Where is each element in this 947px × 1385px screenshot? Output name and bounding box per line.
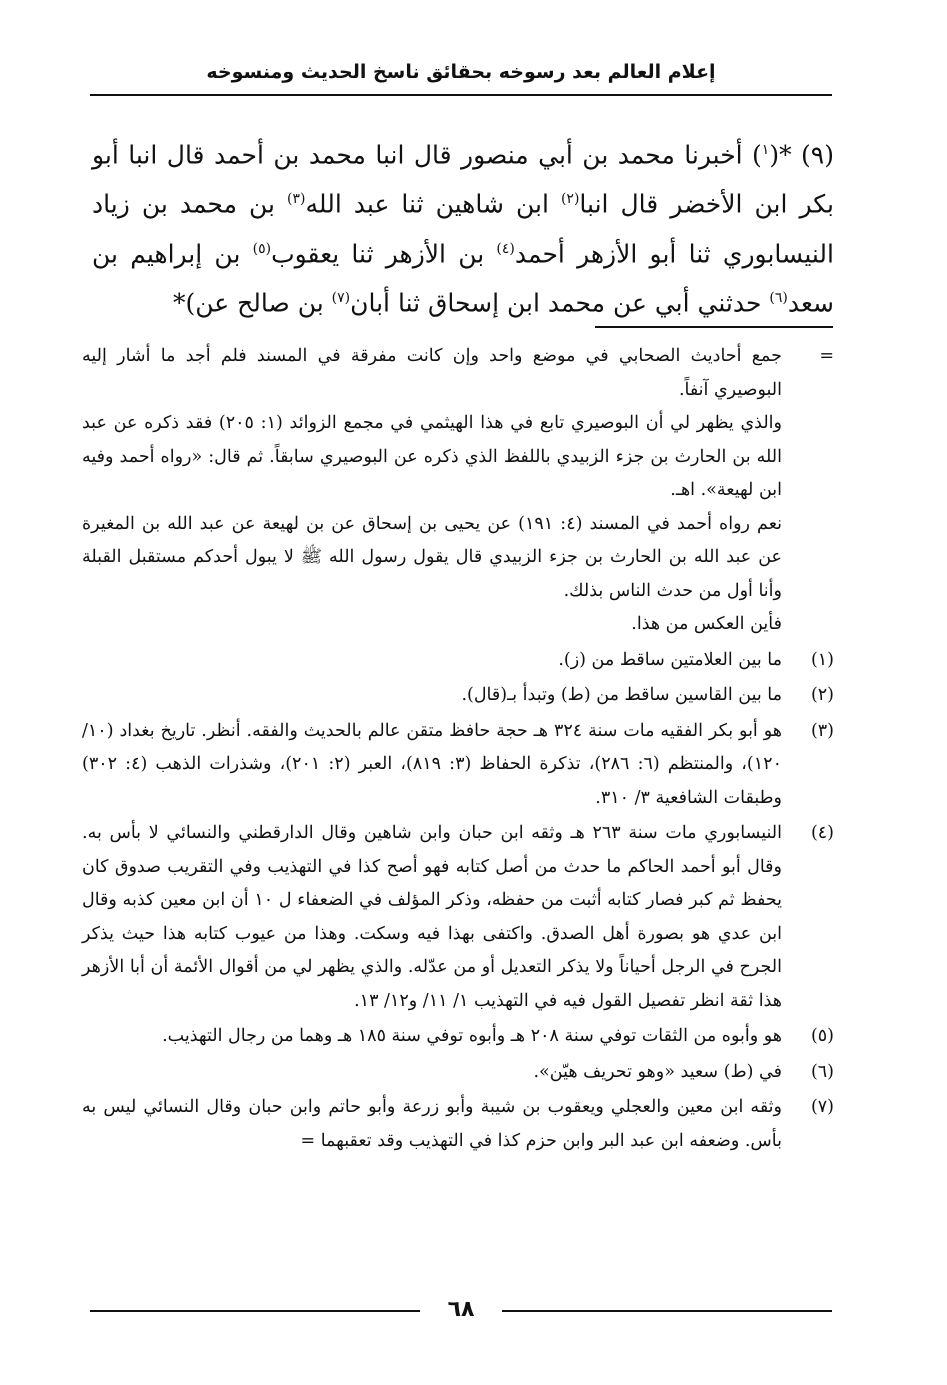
footnote-3 xyxy=(82,715,834,816)
footnote-number: (١) xyxy=(810,649,834,670)
footnote-number: (٢) xyxy=(810,685,834,705)
footnote-text: ما بين القاسين ساقط من (ط) وتبدأ بـ(قال). xyxy=(461,685,782,705)
footnote-number: (٧) xyxy=(810,1097,834,1117)
main-text-segment: بن الأزهر ثنا يعقوب xyxy=(271,238,497,268)
footnotes-section xyxy=(82,340,834,1160)
footnote-ref-3: (٣) xyxy=(287,191,306,208)
footnote-paragraph: نعم رواه أحمد في المسند (٤: ١٩١) عن يحيى بن إسحاق عن بن لهيعة عن عبد الله بن المغيرة عن عبد الله بن الحارث بن جزء الزبيدي قال يقول رسول الله ﷺ لا يبول أحدكم مستقبل القبلة وأنا أول من حدث الناس بذلك. xyxy=(82,513,783,601)
footer-rule-left xyxy=(90,1310,420,1312)
footnote-number: (٣) xyxy=(810,720,834,741)
footnote-4 xyxy=(82,817,834,1018)
footnote-text: النيسابوري مات سنة ٢٦٣ هـ وثقه ابن حبان وابن شاهين وقال الدارقطني والنسائي لا بأس به. وقال أبو أحمد الحاكم ما حدث من أصل كتابه فهو أصح كذا في التهذيب وفي التقريب صدوق كان يحفظ ثم كبر فصار كتابه أثبت من حفظه، وذكر المؤلف في الضعفاء ل ١٠ أن ابن معين كذبه وقال ابن عدي هو بصورة أهل الصدق. واكتفى بهذا فيه وسكت. وهذا من عيوب كتابه هذا حيث يذكر الجرح في الرجل أحياناً ولا يذكر التعديل أو من عدّله. والذي يظهر لي من أقوال الأئمة أن أبا الأزهر هذا ثقة انظر تفصيل القول فيه في التهذيب ١/ ١١/ و١٢/ ١٣. xyxy=(82,823,782,1011)
page-footer xyxy=(90,1296,832,1326)
footnote-text: وثقه ابن معين والعجلي ويعقوب بن شيبة وأبو زرعة وأبو حاتم وابن حبان وقال النسائي ليس به بأس. وضعفه ابن عبد البر وابن حزم كذا في التهذيب وقد تعقبهما xyxy=(82,1097,782,1151)
footnote-ref-7: (٧) xyxy=(331,289,351,306)
footnote-text: هو أبو بكر الفقيه مات سنة ٣٢٤ هـ حجة حافظ متقن عالم بالحديث والفقه. أنظر. تاريخ بغداد (١٠/ ١٢٠)، والمنتظم (٦: ٢٨٦)، تذكرة الحفاظ (٣: ٨١٩)، العبر (٢: ٢٠١)، وشذرات الذهب (٤: ٣٠٢) وطبقات الشافعية ٣/ ٣١٠. xyxy=(82,720,782,808)
footnote-number: (٥) xyxy=(810,1026,834,1046)
footnote-1 xyxy=(82,644,834,678)
main-text-segment: حدثني أبي عن محمد ابن إسحاق ثنا أبان xyxy=(350,288,770,318)
footnote-number: (٦) xyxy=(810,1061,834,1082)
footnote-ref-2: (٢) xyxy=(560,191,580,208)
footnote-ref-5: (٥) xyxy=(252,240,272,257)
footnote-2 xyxy=(82,679,834,713)
continuation-mark: = xyxy=(819,346,834,366)
main-text-segment: بن صالح عن)* xyxy=(173,288,332,318)
footnote-text: هو وأبوه من الثقات توفي سنة ٢٠٨ هـ وأبوه توفي سنة ١٨٥ هـ وهما من رجال التهذيب. xyxy=(162,1026,782,1046)
main-text-segment: بن إبراهيم بن سعد xyxy=(92,238,834,318)
footnote-separator xyxy=(595,326,833,328)
main-text-segment: ابن شاهين ثنا عبد الله xyxy=(305,189,561,219)
header-rule xyxy=(90,94,832,96)
footnote-ref-4: (٤) xyxy=(496,240,515,257)
page-number: ٦٨ xyxy=(447,1297,475,1322)
footnote-7 xyxy=(82,1091,834,1158)
running-header-title: إعلام العالم بعد رسوخه بحقائق ناسخ الحديث ومنسوخه xyxy=(206,61,716,83)
footnote-paragraph: فأين العكس من هذا. xyxy=(631,614,782,634)
footnote-ref-1: ١ xyxy=(761,142,770,158)
footnote-text: في (ط) سعيد «وهو تحريف هيّن». xyxy=(533,1061,782,1082)
footnote-paragraph: والذي يظهر لي أن البوصيري تابع في هذا الهيثمي في مجمع الزوائد (١: ٢٠٥) فقد ذكره عن عبد الله بن الحارث بن جزء الزبيدي باللفظ الذي ذكره عن البوصيري سابقاً. ثم قال: «رواه أحمد وفيه ابن لهيعة». اهـ. xyxy=(82,413,782,500)
footnote-text: ما بين العلامتين ساقط من (ز). xyxy=(558,649,782,670)
footnote-continuation xyxy=(82,340,834,642)
main-text-segment: ) أخبرنا محمد بن أبي منصور قال انبا محمد بن أحمد قال انبا أبو بكر ابن الأخضر قال انبا xyxy=(92,140,834,219)
footnote-5 xyxy=(82,1020,834,1054)
footnote-ref-6: (٦) xyxy=(769,289,788,306)
hadith-chain-paragraph xyxy=(92,128,834,325)
footnote-number: (٤) xyxy=(810,823,834,843)
continuation-mark: = xyxy=(300,1130,316,1151)
main-text-segment: (٩) *( xyxy=(769,140,834,170)
footer-rule-right xyxy=(502,1310,832,1312)
footnote-6 xyxy=(82,1056,834,1090)
main-text-segment: بن محمد بن زياد النيسابوري ثنا أبو الأزهر أحمد xyxy=(92,189,834,268)
footnote-paragraph: جمع أحاديث الصحابي في موضع واحد وإن كانت مفرقة في المسند فلم أجد ما أشار إليه البوصيري آنفاً. xyxy=(82,346,782,400)
